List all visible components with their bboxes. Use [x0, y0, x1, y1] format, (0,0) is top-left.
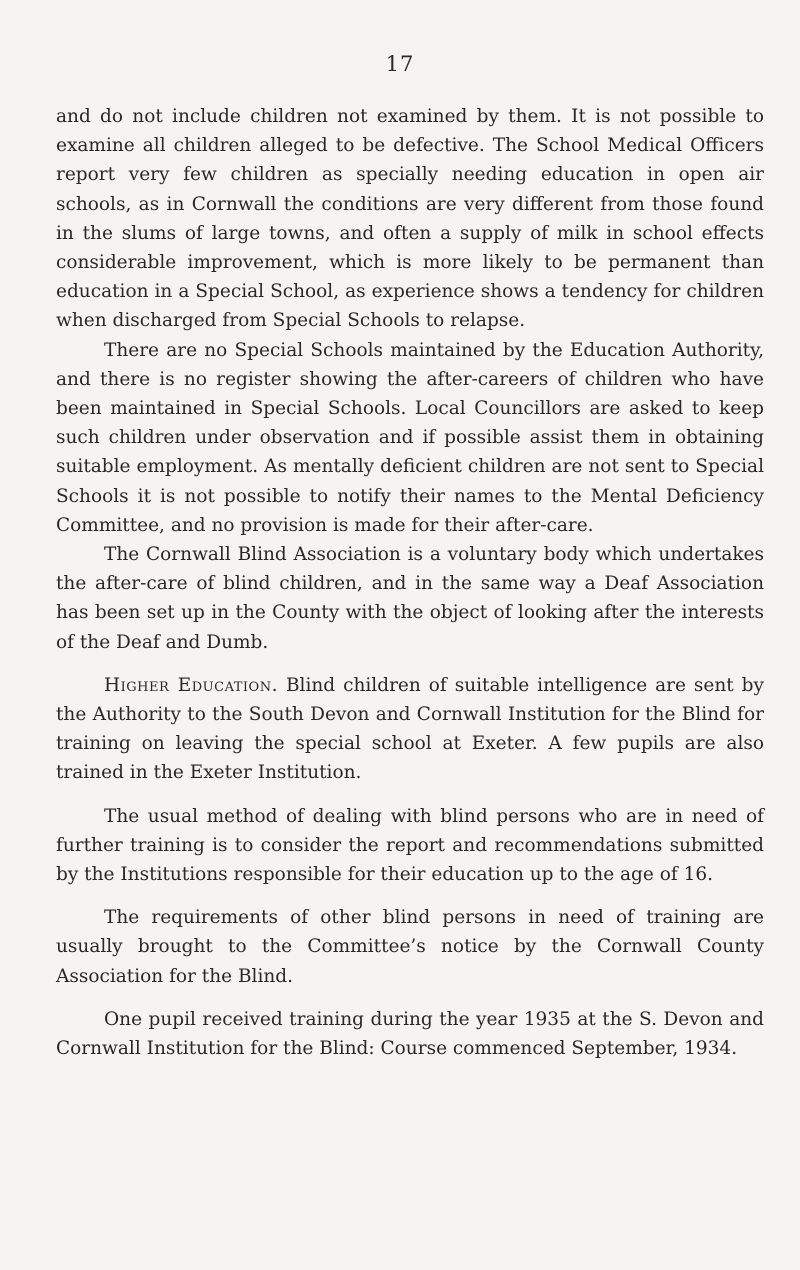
paragraph-1: and do not include children not examined by them. It is not possible to examine all children alleged to be defective. The School Medical Officers report very few children as specially needing education in open air schools, as in Cornwall the conditions are very different from those found in the slums of large towns, and often a supply of milk in school effects considerable improvement, which is more likely to be permanent than education in a Special School, as experience shows a tendency for children when discharged from Special Schools to relapse. — [56, 106, 764, 332]
paragraph-2: There are no Special Schools maintained by the Education Authority, and there is no register showing the after-careers of children who have been maintained in Special Schools. Local Councillors are asked to keep such children under observation and if possible assist them in obtaining suitable employment. As mentally deficient children are not sent to Special Schools it is not possible to notify their names to the Mental Deficiency Committee, and no provision is made for their after-care. — [56, 339, 764, 536]
body-text — [56, 102, 764, 1063]
paragraph-4-text: Blind children of suitable intelligence are sent by the Authority to the South Devon and Cornwall Institution for the Blind for training on leaving the special school at Exeter. A few pupils are also trained in the Exeter Institution. — [56, 674, 764, 784]
page-number: 17 — [385, 52, 415, 76]
paragraph-4 — [56, 671, 764, 788]
paragraph-3: The Cornwall Blind Association is a voluntary body which undertakes the after-care of blind children, and in the same way a Deaf Association has been set up in the County with the object of looking after the interests of the Deaf and Dumb. — [56, 544, 764, 653]
paragraph-6: The requirements of other blind persons in need of training are usually brought to the Committee’s notice by the Cornwall County Association for the Blind. — [56, 907, 764, 987]
section-heading: Higher Education. — [104, 674, 278, 696]
paragraph-5: The usual method of dealing with blind persons who are in need of further training is to consider the report and recommendations submitted by the Institutions responsible for their education up to the age of 16. — [56, 805, 764, 886]
paragraph-7: One pupil received training during the year 1935 at the S. Devon and Cornwall Institution for the Blind: Course commenced September, 1934. — [56, 1008, 764, 1060]
